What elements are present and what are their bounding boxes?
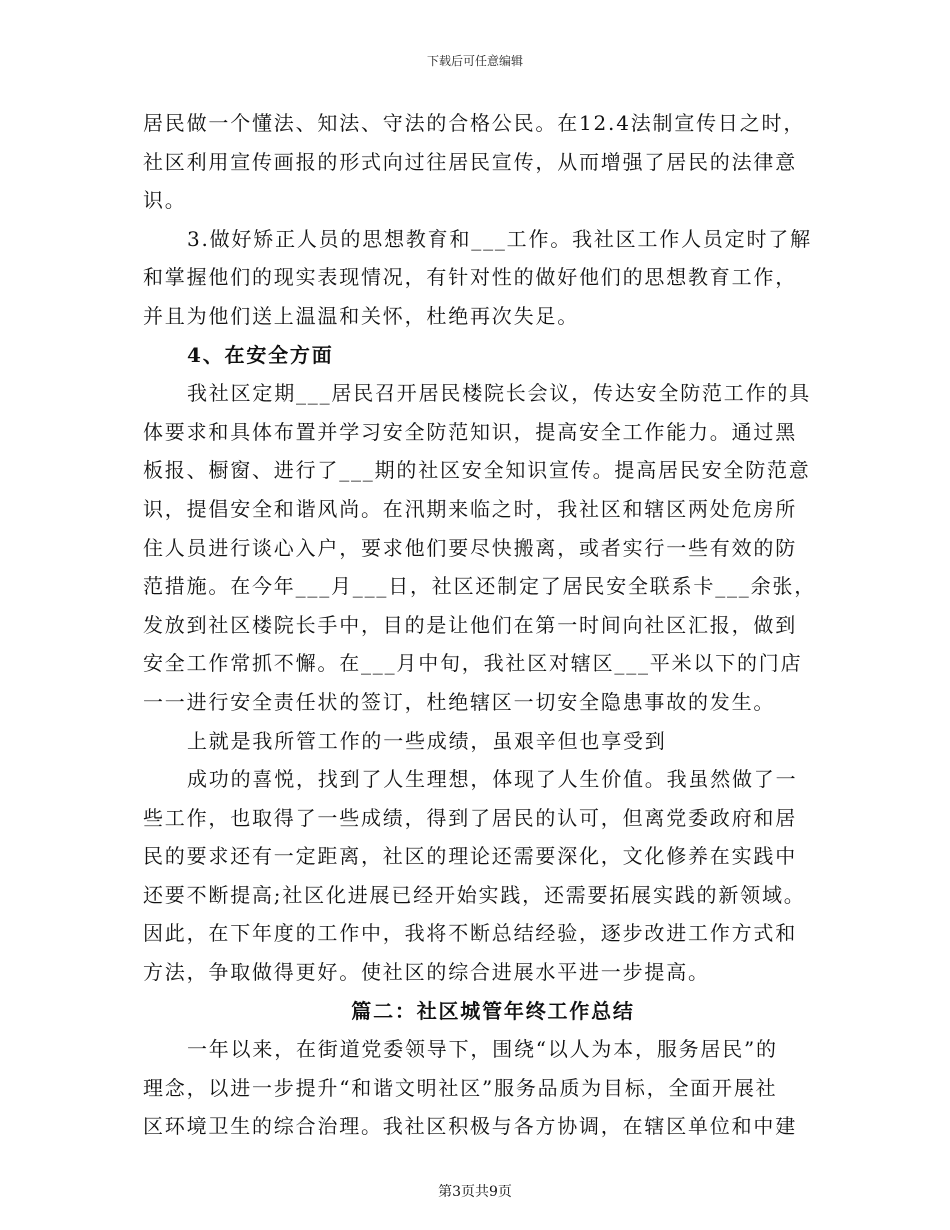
body-line: 并且为他们送上温温和关怀，杜绝再次失足。 — [143, 303, 579, 328]
body-line: 和掌握他们的现实表现情况，有针对性的做好他们的思想教育工作， — [143, 265, 797, 290]
body-line: 一年以来，在街道党委领导下，围绕“以人为本，服务居民”的 — [187, 1037, 778, 1062]
body-line: 范措施。在今年___月___日，社区还制定了居民安全联系卡___余张， — [143, 574, 816, 599]
body-line: 上就是我所管工作的一些成绩，虽艰辛但也享受到 — [187, 728, 667, 753]
body-line: 社区利用宣传画报的形式向过往居民宣传，从而增强了居民的法律意 — [143, 149, 797, 174]
body-line: 因此，在下年度的工作中，我将不断总结经验，逐步改进工作方式和 — [143, 921, 797, 946]
body-line: 3.做好矫正人员的思想教育和___工作。我社区工作人员定时了解 — [187, 226, 812, 251]
document-body — [143, 104, 816, 1146]
body-line: 识。 — [143, 188, 187, 213]
section-heading-safety: 4、在安全方面 — [187, 342, 334, 367]
body-line: 一一进行安全责任状的签订，杜绝辖区一切安全隐患事故的发生。 — [143, 689, 776, 714]
body-line: 安全工作常抓不懈。在___月中旬，我社区对辖区___平米以下的门店 — [143, 651, 803, 676]
body-line: 发放到社区楼院长手中，目的是让他们在第一时间向社区汇报，做到 — [143, 612, 797, 637]
body-line: 还要不断提高;社区化进展已经开始实践，还需要拓展实践的新领域。 — [143, 882, 806, 907]
page-footer: 第3页共9页 — [438, 1184, 512, 1200]
page-header: 下载后可任意编辑 — [426, 54, 523, 68]
body-line: 居民做一个懂法、知法、守法的合格公民。在12.4法制宣传日之时， — [143, 111, 806, 135]
body-line: 我社区定期___居民召开居民楼院长会议，传达安全防范工作的具 — [187, 381, 811, 406]
body-line: 板报、橱窗、进行了___期的社区安全知识宣传。提高居民安全防范意 — [143, 458, 811, 483]
body-line: 方法，争取做得更好。使社区的综合进展水平进一步提高。 — [143, 960, 710, 985]
section-title-part-two: 篇二：社区城管年终工作总结 — [351, 998, 635, 1023]
body-line: 区环境卫生的综合治理。我社区积极与各方协调，在辖区单位和中建 — [143, 1114, 797, 1139]
body-line: 理念，以进一步提升“和谐文明社区”服务品质为目标，全面开展社 — [143, 1075, 778, 1100]
body-line: 住人员进行谈心入户，要求他们要尽快搬离，或者实行一些有效的防 — [143, 535, 797, 560]
body-line: 识，提倡安全和谐风尚。在汛期来临之时，我社区和辖区两处危房所 — [143, 496, 797, 521]
body-line: 民的要求还有一定距离，社区的理论还需要深化，文化修养在实践中 — [143, 844, 797, 869]
body-line: 些工作，也取得了一些成绩，得到了居民的认可，但离党委政府和居 — [143, 805, 797, 830]
body-line: 成功的喜悦，找到了人生理想，体现了人生价值。我虽然做了一 — [187, 767, 798, 792]
body-line: 体要求和具体布置并学习安全防范知识，提高安全工作能力。通过黑 — [143, 419, 797, 444]
